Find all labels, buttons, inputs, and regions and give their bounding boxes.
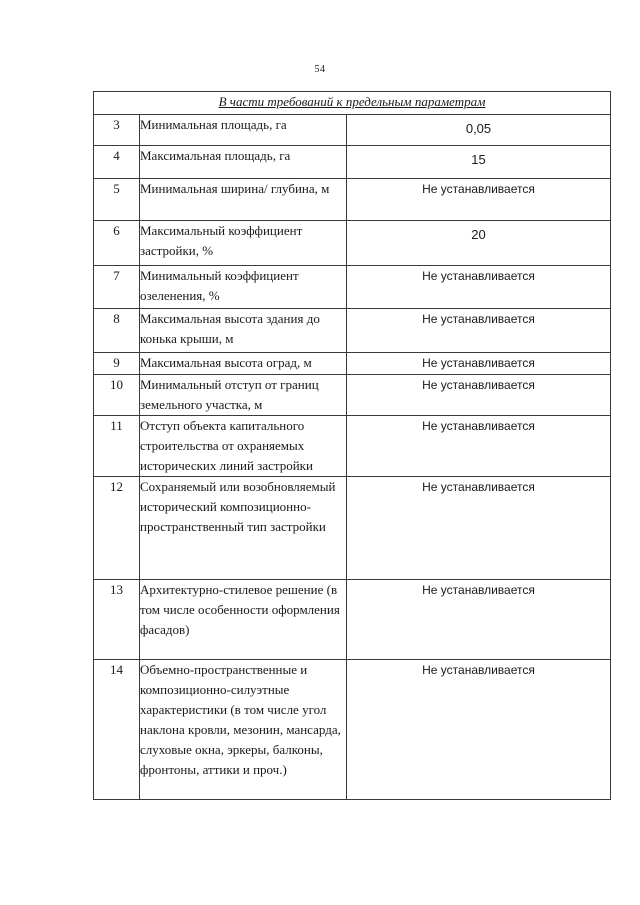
parameter-value: 0,05 <box>347 115 611 146</box>
row-number: 6 <box>94 221 140 266</box>
parameter-value: 15 <box>347 146 611 179</box>
parameter-value: Не устанавливается <box>347 660 611 800</box>
row-number: 3 <box>94 115 140 146</box>
parameter-value: Не устанавливается <box>347 580 611 660</box>
table-row <box>94 266 611 309</box>
parameter-name: Максимальная высота здания до конька крыши, м <box>140 309 347 353</box>
table-row <box>94 477 611 580</box>
parameter-value: Не устанавливается <box>347 477 611 580</box>
table-row <box>94 179 611 221</box>
parameter-name: Минимальный отступ от границ земельного участка, м <box>140 375 347 416</box>
section-header-row <box>94 92 611 115</box>
parameter-name: Отступ объекта капитального строительства от охраняемых исторических линий застройки <box>140 416 347 477</box>
row-number: 10 <box>94 375 140 416</box>
parameter-value: Не устанавливается <box>347 309 611 353</box>
parameter-name: Максимальная площадь, га <box>140 146 347 179</box>
row-number: 13 <box>94 580 140 660</box>
parameter-name: Объемно-пространственные и композиционно-силуэтные характеристики (в том числе угол наклона кровли, мезонин, мансарда, слуховые окна, эркеры, балконы, фронтоны, аттики и проч.) <box>140 660 347 800</box>
parameter-value: Не устанавливается <box>347 416 611 477</box>
parameter-value: Не устанавливается <box>347 353 611 375</box>
row-number: 14 <box>94 660 140 800</box>
row-number: 11 <box>94 416 140 477</box>
row-number: 9 <box>94 353 140 375</box>
row-number: 8 <box>94 309 140 353</box>
parameter-value: Не устанавливается <box>347 266 611 309</box>
parameter-value: Не устанавливается <box>347 179 611 221</box>
table-row <box>94 416 611 477</box>
row-number: 4 <box>94 146 140 179</box>
parameters-table <box>93 91 611 800</box>
row-number: 5 <box>94 179 140 221</box>
parameter-name: Минимальный коэффициент озеленения, % <box>140 266 347 309</box>
parameter-name: Минимальная площадь, га <box>140 115 347 146</box>
table-row <box>94 221 611 266</box>
table-row <box>94 146 611 179</box>
page-number: 54 <box>314 64 326 75</box>
table-row <box>94 660 611 800</box>
parameter-name: Сохраняемый или возобновляемый исторический композиционно-пространственный тип застройки <box>140 477 347 580</box>
table-row <box>94 353 611 375</box>
table-row <box>94 115 611 146</box>
parameter-value: Не устанавливается <box>347 375 611 416</box>
parameter-value: 20 <box>347 221 611 266</box>
row-number: 12 <box>94 477 140 580</box>
row-number: 7 <box>94 266 140 309</box>
parameter-name: Максимальная высота оград, м <box>140 353 347 375</box>
table-body <box>94 92 611 800</box>
table-row <box>94 309 611 353</box>
table-row <box>94 580 611 660</box>
parameter-name: Минимальная ширина/ глубина, м <box>140 179 347 221</box>
section-title: В части требований к предельным параметрам <box>94 92 611 115</box>
parameter-name: Архитектурно-стилевое решение (в том числе особенности оформления фасадов) <box>140 580 347 660</box>
table-row <box>94 375 611 416</box>
parameter-name: Максимальный коэффициент застройки, % <box>140 221 347 266</box>
